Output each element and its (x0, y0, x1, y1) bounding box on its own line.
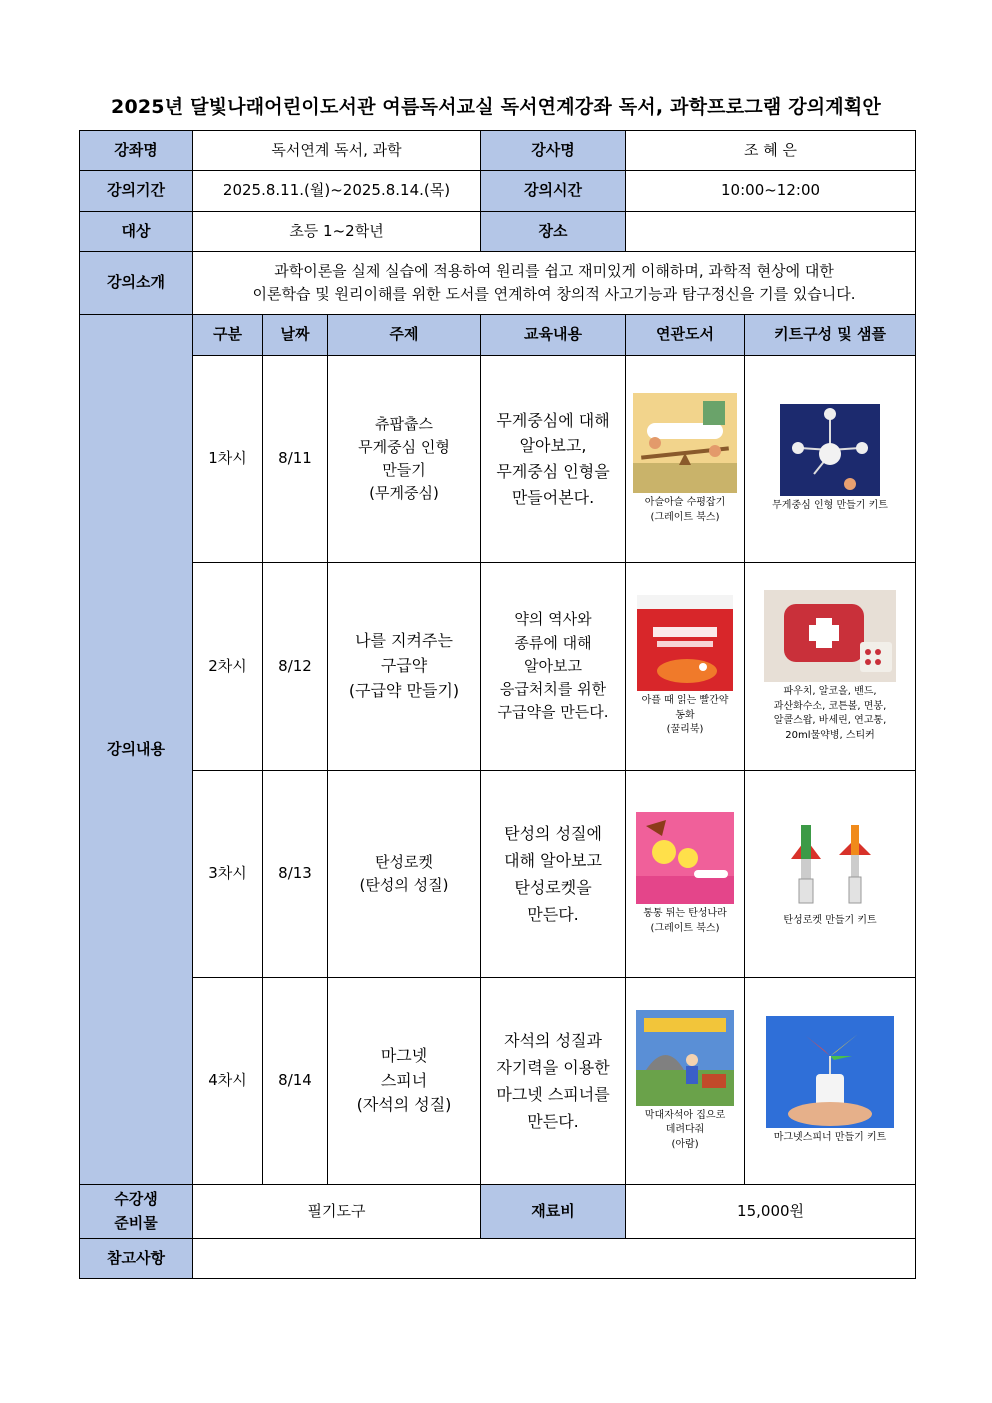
notes-label: 참고사항 (80, 1239, 193, 1279)
header-date: 날짜 (263, 315, 328, 356)
topic-line: 나를 지켜주는 (355, 631, 453, 651)
content-line: 무게중심에 대해 (496, 410, 610, 430)
content-label: 강의내용 (80, 315, 193, 1185)
session-topic (328, 563, 481, 771)
instructor-value: 조 혜 은 (626, 131, 916, 171)
topic-line: 마그넷 (380, 1045, 428, 1065)
session-row (80, 978, 916, 1185)
kit-cell (745, 563, 916, 771)
session-number: 1차시 (193, 356, 263, 563)
book-cover-red-medicine (637, 595, 733, 691)
content-line: 자석의 성질과 (504, 1030, 602, 1050)
content-line: 종류에 대해 (514, 633, 592, 652)
kit-cell (745, 771, 916, 978)
content-line: 약의 역사와 (514, 610, 592, 629)
notes-value (193, 1239, 916, 1279)
session-date: 8/12 (263, 563, 328, 771)
period-value: 2025.8.11.(월)~2025.8.14.(목) (193, 171, 481, 212)
kit-caption: 파우치, 알코올, 밴드, 과산화수소, 코튼볼, 면봉, 알콜스왑, 바세린, 연고통, 20ml물약병, 스티커 (773, 686, 887, 741)
book-cover-elastic (636, 812, 734, 904)
topic-line: 스피너 (380, 1070, 428, 1090)
header-book: 연관도서 (626, 315, 745, 356)
header-topic: 주제 (328, 315, 481, 356)
topic-line: 무게중심 인형 (358, 437, 450, 456)
fee-label: 재료비 (481, 1185, 626, 1239)
instructor-label: 강사명 (481, 131, 626, 171)
topic-line: 만들기 (382, 461, 426, 479)
topic-line: 구급약 (380, 656, 428, 676)
book-caption: 아플 때 읽는 빨간약 동화 (꿀리북) (641, 695, 729, 736)
content-line: 탄성로켓을 (514, 878, 592, 897)
content-line: 만든다. (527, 1112, 579, 1132)
intro-text (193, 252, 916, 315)
kit-caption: 무게중심 인형 만들기 키트 (772, 500, 888, 512)
session-topic (328, 356, 481, 563)
kit-first-aid-image (764, 590, 896, 682)
session-topic (328, 978, 481, 1185)
prep-value: 필기도구 (193, 1185, 481, 1239)
topic-line: 츄팝춥스 (375, 414, 433, 433)
book-cover-magnet (636, 1010, 734, 1106)
session-content (481, 563, 626, 771)
header-kit: 키트구성 및 샘플 (745, 315, 916, 356)
content-line: 무게중심 인형을 (496, 462, 610, 481)
session-row (80, 356, 916, 563)
session-content (481, 771, 626, 978)
kit-caption: 탄성로켓 만들기 키트 (783, 915, 877, 927)
topic-line: 탄성로켓 (375, 852, 433, 871)
place-label: 장소 (481, 212, 626, 252)
book-caption: 아슬아슬 수평잡기 (그레이트 북스) (644, 497, 726, 523)
fee-value: 15,000원 (626, 1185, 916, 1239)
topic-sub: (구급약 만들기) (348, 680, 460, 700)
period-label: 강의기간 (80, 171, 193, 212)
content-line: 만든다. (527, 905, 579, 925)
place-value (626, 212, 916, 252)
session-number: 4차시 (193, 978, 263, 1185)
kit-elastic-rocket-image (775, 819, 885, 911)
content-line: 알아보고 (524, 656, 583, 675)
book-cover-seesaw (633, 393, 737, 493)
content-line: 알아보고, (519, 436, 587, 456)
content-line: 만들어본다. (511, 487, 595, 507)
session-date: 8/13 (263, 771, 328, 978)
session-content (481, 356, 626, 563)
topic-sub: (무게중심) (369, 484, 439, 503)
time-label: 강의시간 (481, 171, 626, 212)
target-value: 초등 1~2학년 (193, 212, 481, 252)
content-line: 자기력을 이용한 (496, 1057, 610, 1077)
lecture-plan-table (79, 130, 916, 1279)
kit-cell (745, 356, 916, 563)
content-line: 마그넷 스피너를 (496, 1085, 610, 1104)
book-caption: 막대자석아 집으로 데려다줘 (아람) (644, 1109, 726, 1150)
content-line: 대해 알아보고 (504, 850, 602, 870)
kit-magnet-spinner-image (766, 1016, 894, 1128)
course-value: 독서연계 독서, 과학 (193, 131, 481, 171)
intro-line-1: 과학이론을 실제 실습에 적용하여 원리를 쉽고 재미있게 이해하며, 과학적 현상에 대한 (274, 261, 834, 280)
time-value: 10:00~12:00 (626, 171, 916, 212)
intro-line-2: 이론학습 및 원리이해를 위한 도서를 연계하여 창의적 사고기능과 탐구정신을 기를 있습니다. (252, 285, 856, 303)
content-line: 구급약을 만든다. (497, 703, 609, 722)
session-row (80, 771, 916, 978)
document-title: 2025년 달빛나래어린이도서관 여름독서교실 독서연계강좌 독서, 과학프로그램 강의계획안 (111, 96, 881, 118)
topic-sub: (탄성의 성질) (359, 876, 449, 894)
header-session: 구분 (193, 315, 263, 356)
content-line: 응급처치를 위한 (499, 680, 607, 699)
intro-label: 강의소개 (80, 252, 193, 315)
book-cell (626, 978, 745, 1185)
book-cell (626, 771, 745, 978)
header-content: 교육내용 (481, 315, 626, 356)
session-content (481, 978, 626, 1185)
session-number: 2차시 (193, 563, 263, 771)
target-label: 대상 (80, 212, 193, 252)
book-cell (626, 356, 745, 563)
book-cell (626, 563, 745, 771)
kit-balance-doll-image (780, 404, 880, 496)
session-date: 8/11 (263, 356, 328, 563)
content-line: 탄성의 성질에 (504, 823, 602, 843)
session-row (80, 563, 916, 771)
topic-sub: (자석의 성질) (356, 1095, 452, 1115)
course-label: 강좌명 (80, 131, 193, 171)
session-number: 3차시 (193, 771, 263, 978)
kit-cell (745, 978, 916, 1185)
kit-caption: 마그넷스피너 만들기 키트 (773, 1132, 887, 1144)
book-caption: 통통 튀는 탄성나라 (그레이트 북스) (643, 908, 727, 934)
session-date: 8/14 (263, 978, 328, 1185)
prep-label: 수강생 준비물 (80, 1185, 193, 1239)
session-topic (328, 771, 481, 978)
